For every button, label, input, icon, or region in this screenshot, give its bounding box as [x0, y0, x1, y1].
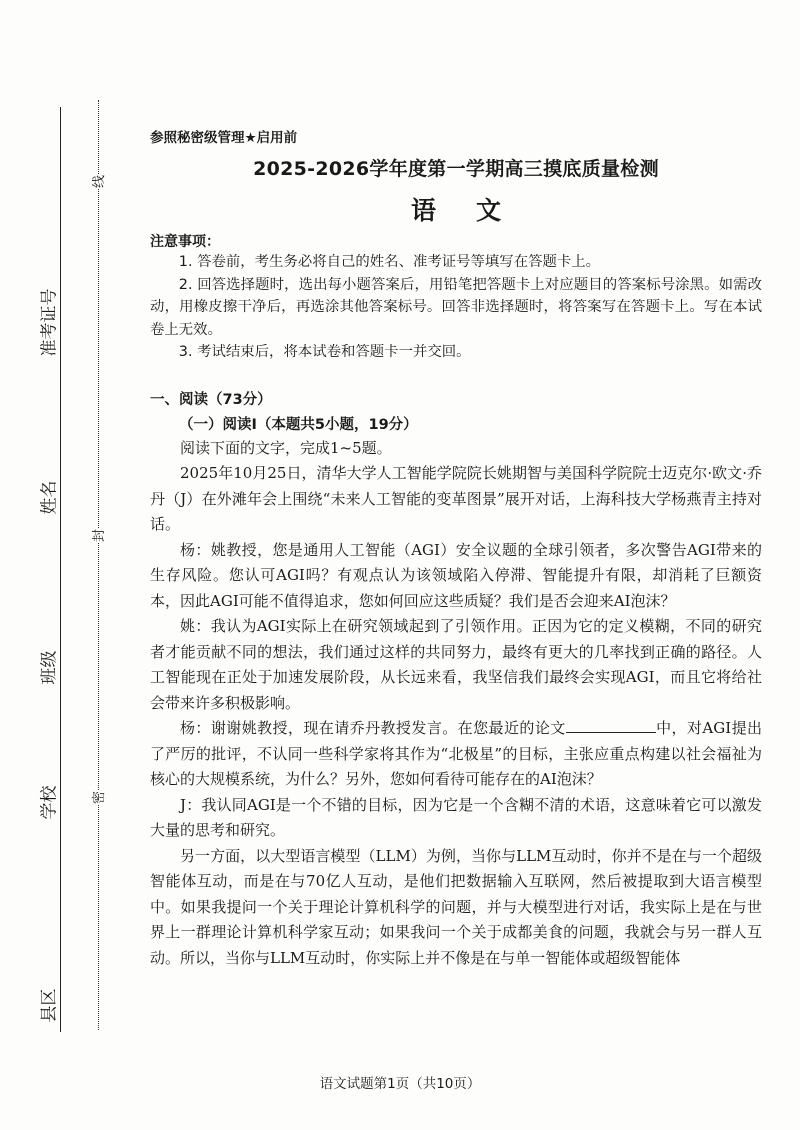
subject-char: 语: [410, 196, 436, 225]
paragraph-text: 杨：谢谢姚教授，现在请乔丹教授发言。在您最近的论文: [180, 719, 566, 737]
seal-dotted-line: [98, 100, 99, 1030]
district-field-label: 县区: [35, 989, 60, 1023]
binding-margin-underline: [60, 107, 61, 1032]
instruction: 阅读下面的文字，完成1~5题。: [180, 438, 392, 457]
page-footer: 语文试题第1页（共10页）: [319, 1076, 481, 1092]
subject-title: [150, 191, 762, 227]
seal-mark-mi: 密: [88, 791, 107, 804]
passage-paragraph: 姚：我认为AGI实际上在研究领域起到了引领作用。正因为它的定义模糊，不同的研究者才能贡献不同的想法，我们通过这样的共同努力，最终有更大的几率找到正确的路径。人工智能现在正处于加速发展阶段，从长远来看，我坚信我们最终会实现AGI，而且它将给社会带来许多积极影响。: [150, 617, 762, 712]
section-heading: 一、阅读（73分）: [150, 391, 272, 408]
paragraph-text: 中，对AGI提出了严厉的批评，不认同一些科学家将其作为“北极星”的目标，主张应重点构建以社会福祉为核心的大规模系统，为什么？另外，您如何看待可能存在的AI泡沫？: [150, 719, 762, 788]
name-field-label: 姓名: [35, 481, 60, 515]
note-item: 3. 考试结束后，将本试卷和答题卡一并交回。: [178, 344, 471, 360]
class-field-label: 班级: [35, 651, 60, 685]
passage-paragraph: 另一方面，以大型语言模型（LLM）为例，当你与LLM互动时，你并不是在与一个超级智能体互动，而是在与70亿人互动，是他们把数据输入互联网，然后被提取到大语言模型中。如果我提问一个关于理论计算机科学的问题，并与大模型进行对话，我实际上是在与世界上一群理论计算机科学家互动；如果我问一个关于成都美食的问题，我就会与另一群人互动。所以，当你与LLM互动时，你实际上并不像是在与单一智能体或超级智能体: [150, 846, 762, 967]
note-item: 1. 答卷前，考生务必将自己的姓名、准考证号等填写在答题卡上。: [178, 254, 601, 270]
exam-page-content: [150, 126, 762, 971]
passage-paragraph: [150, 716, 762, 793]
school-field-label: 学校: [35, 786, 60, 820]
passage-paragraph: 杨：姚教授，您是通用人工智能（AGI）安全议题的全球引领者，多次警告AGI带来的生存风险。您认可AGI吗？有观点认为该领域陷入停滞、智能提升有限，却消耗了巨额资本，因此AGI可能不值得追求，您如何回应这些质疑？我们是否会迎来AI泡沫？: [150, 540, 762, 610]
note-item: 2. 回答选择题时，选出每小题答案后，用铅笔把答题卡上对应题目的答案标号涂黑。如需改动，用橡皮擦干净后，再选涂其他答案标号。回答非选择题时，将答案写在答题卡上。写在本试卷上无效。: [150, 276, 762, 338]
subject-char: 文: [476, 196, 502, 225]
exam-title: 2025-2026学年度第一学期高三摸底质量检测: [253, 158, 659, 180]
subsection-heading: （一）阅读Ⅰ（本题共5小题，19分）: [179, 416, 418, 433]
fill-in-blank: [566, 718, 656, 733]
passage-paragraph: J：我认同AGI是一个不错的目标，因为它是一个含糊不清的术语，这意味着它可以激发大量的思考和研究。: [150, 795, 762, 839]
passage-paragraph: 2025年10月25日，清华大学人工智能学院院长姚期智与美国科学院院士迈克尔·欧文·乔丹（J）在外滩年会上围绕“未来人工智能的变革图景”展开对话，上海科技大学杨燕青主持对话。: [150, 464, 762, 533]
exam-number-field-label: 准考证号: [35, 289, 60, 357]
notes-heading: 注意事项：: [150, 234, 220, 250]
seal-mark-feng: 封: [88, 529, 107, 542]
seal-mark-xian: 线: [88, 175, 107, 188]
confidential-label: 参照秘密级管理★启用前: [150, 130, 298, 146]
